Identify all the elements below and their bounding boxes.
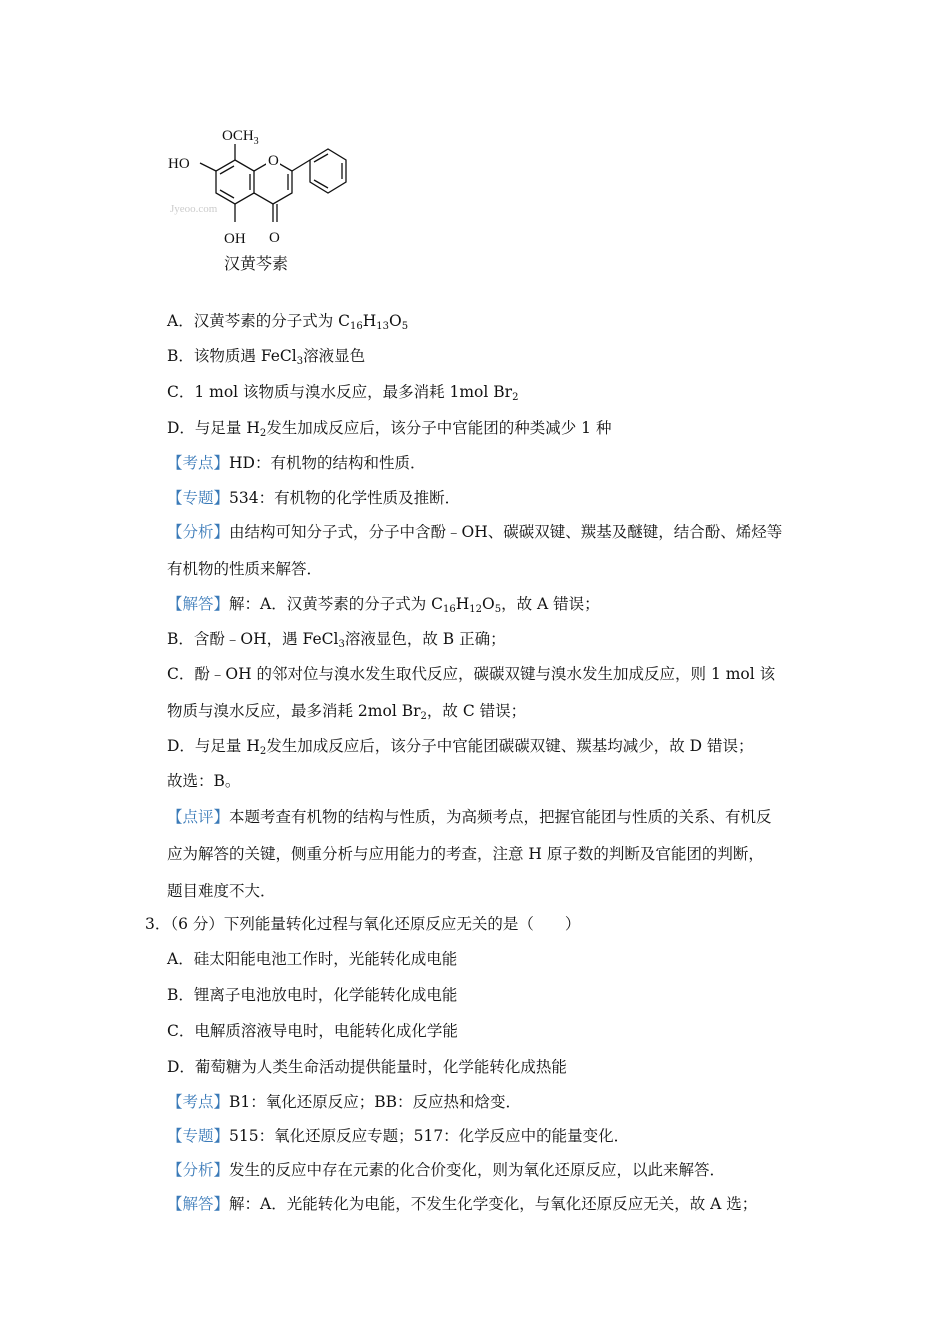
molecule-diagram: [160, 118, 380, 283]
kaodian-2: 【考点】HD：有机物的结构和性质．: [167, 454, 426, 472]
oh-label: OH: [224, 231, 246, 247]
jieda-2-c-line2: 物质与溴水反应，最多消耗 2mol $Br_2$，故 C 错误；: [167, 702, 527, 722]
tag-zhuanti: 【专题】: [167, 489, 230, 507]
tag-fenxi: 【分析】: [167, 1161, 230, 1179]
tag-kaodian: 【考点】: [167, 454, 230, 472]
jieda-2-d: D．与足量 $H_2$发生加成反应后，该分子中官能团碳碳双键、羰基均减少，故 D 错误；: [167, 737, 754, 757]
tag-dianping: 【点评】: [167, 808, 230, 826]
tag-jieda: 【解答】: [167, 1195, 230, 1213]
q3-option-d: D．葡萄糖为人类生命活动提供能量时，化学能转化成热能: [167, 1058, 567, 1076]
och3-label: $OCH_3$: [222, 128, 259, 147]
tag-fenxi: 【分析】: [167, 523, 230, 541]
dianping-2-line1: 【点评】本题考查有机物的结构与性质，为高频考点，把握官能团与性质的关系、有机反: [167, 808, 772, 826]
dianping-2-line2: 应为解答的关键，侧重分析与应用能力的考查，注意 H 原子数的判断及官能团的判断，: [167, 845, 764, 863]
jieda-3: 【解答】解：A．光能转化为电能，不发生化学变化，与氧化还原反应无关，故 A 选；: [167, 1195, 758, 1213]
option-c: C．1 mol 该物质与溴水反应，最多消耗 1mol $Br_2$: [167, 383, 519, 403]
jieda-2-choice: 故选：B。: [167, 772, 241, 790]
option-a: A．汉黄芩素的分子式为 $C_{16}H_{13}O_5$: [167, 312, 409, 332]
keto-oxygen-label: O: [269, 230, 280, 246]
tag-zhuanti: 【专题】: [167, 1127, 230, 1145]
fenxi-2-line1: 【分析】由结构可知分子式，分子中含酚﹣OH、碳碳双键、羰基及醚键，结合酚、烯烃等: [167, 523, 783, 541]
zhuanti-2: 【专题】534：有机物的化学性质及推断．: [167, 489, 461, 507]
watermark: Jyeoo.com: [170, 203, 218, 215]
fenxi-2-line2: 有机物的性质来解答．: [167, 560, 323, 578]
jieda-2-c-line1: C．酚﹣OH 的邻对位与溴水发生取代反应，碳碳双键与溴水发生加成反应，则 1 mol 该: [167, 665, 776, 683]
fenxi-3: 【分析】发生的反应中存在元素的化合价变化，则为氧化还原反应，以此来解答．: [167, 1161, 726, 1179]
phenyl-ring: [310, 149, 346, 193]
jieda-2-a: 【解答】解：A．汉黄芩素的分子式为 $C_{16}H_{12}O_5$，故 A 错误；: [167, 595, 600, 615]
q3-option-c: C．电解质溶液导电时，电能转化成化学能: [167, 1022, 458, 1040]
question-3-stem: 3．（6 分）下列能量转化过程与氧化还原反应无关的是（ ）: [145, 915, 581, 933]
ring-oxygen-label: O: [268, 153, 279, 169]
molecule-caption: 汉黄芩素: [224, 256, 289, 273]
zhuanti-3: 【专题】515：氧化还原反应专题；517：化学反应中的能量变化．: [167, 1127, 630, 1145]
jieda-2-b: B．含酚﹣OH，遇 FeCl$_3$溶液显色，故 B 正确；: [167, 630, 506, 650]
ring-a: [216, 160, 254, 204]
option-b: B．该物质遇 FeCl$_3$溶液显色: [167, 347, 366, 367]
tag-kaodian: 【考点】: [167, 1093, 230, 1111]
q3-option-b: B．锂离子电池放电时，化学能转化成电能: [167, 986, 458, 1004]
molecule-structure: [160, 118, 380, 283]
tag-jieda: 【解答】: [167, 595, 230, 613]
dianping-2-line3: 题目难度不大．: [167, 882, 276, 900]
ho-label: HO: [168, 156, 190, 172]
q3-option-a: A．硅太阳能电池工作时，光能转化成电能: [167, 950, 458, 968]
kaodian-3: 【考点】B1：氧化还原反应；BB：反应热和焓变．: [167, 1093, 522, 1111]
option-d: D．与足量 $H_2$发生加成反应后，该分子中官能团的种类减少 1 种: [167, 419, 612, 439]
